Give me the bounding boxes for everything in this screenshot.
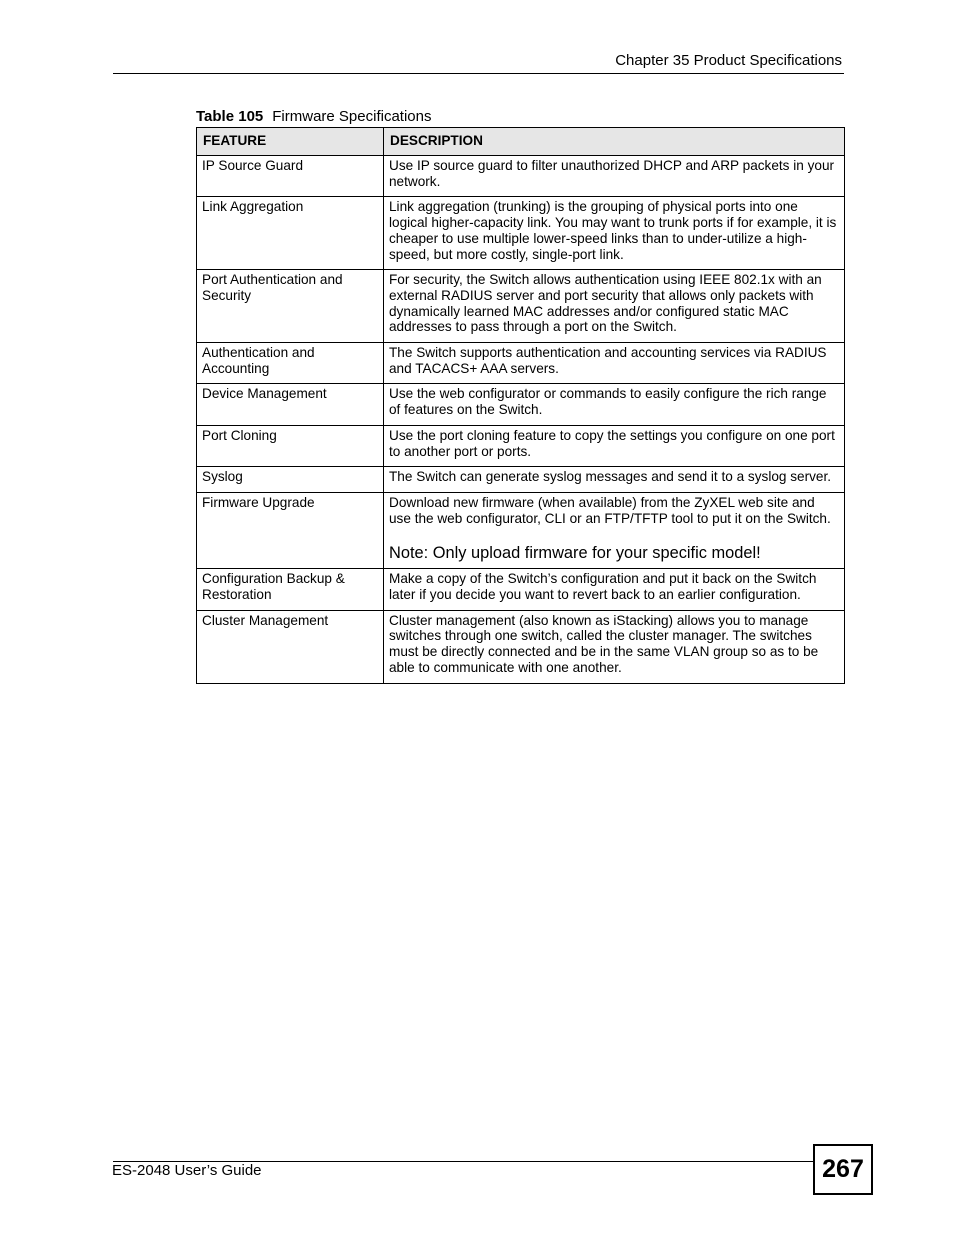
description-text: Download new firmware (when available) from the ZyXEL web site and use the web configurator, CLI or an FTP/TFTP tool to put it on the Switch. xyxy=(389,494,831,526)
table-row xyxy=(197,467,845,493)
feature-cell: Syslog xyxy=(197,467,384,493)
description-cell: Make a copy of the Switch’s configuration and put it back on the Switch later if you decide you want to revert back to an earlier configuration. xyxy=(384,569,845,610)
table-row xyxy=(197,343,845,384)
column-header-description: DESCRIPTION xyxy=(384,128,845,156)
table-row xyxy=(197,156,845,197)
description-cell xyxy=(384,492,845,568)
feature-cell: Authentication and Accounting xyxy=(197,343,384,384)
table-caption-title: Firmware Specifications xyxy=(272,108,432,125)
table-caption-number: Table 105 xyxy=(196,108,264,125)
table-row xyxy=(197,492,845,568)
description-cell: The Switch can generate syslog messages and send it to a syslog server. xyxy=(384,467,845,493)
description-cell: Use IP source guard to filter unauthorized DHCP and ARP packets in your network. xyxy=(384,156,845,197)
feature-cell: Port Cloning xyxy=(197,425,384,466)
description-cell: Use the port cloning feature to copy the settings you configure on one port to another port or ports. xyxy=(384,425,845,466)
guide-title: ES-2048 User’s Guide xyxy=(112,1162,262,1179)
description-cell: Use the web configurator or commands to easily configure the rich range of features on the Switch. xyxy=(384,384,845,425)
table-row xyxy=(197,270,845,343)
description-cell: The Switch supports authentication and accounting services via RADIUS and TACACS+ AAA servers. xyxy=(384,343,845,384)
header-divider xyxy=(113,73,844,74)
firmware-specifications-table xyxy=(196,127,845,684)
feature-cell: Device Management xyxy=(197,384,384,425)
page-number: 267 xyxy=(813,1144,873,1195)
feature-cell: IP Source Guard xyxy=(197,156,384,197)
feature-cell: Cluster Management xyxy=(197,610,384,683)
table-row xyxy=(197,610,845,683)
description-cell: Cluster management (also known as iStacking) allows you to manage switches through one switch, called the cluster manager. The switches must be directly connected and be in the same VLAN group so as to be able to communicate with one another. xyxy=(384,610,845,683)
table-row xyxy=(197,384,845,425)
table-caption xyxy=(196,107,431,126)
description-cell: For security, the Switch allows authentication using IEEE 802.1x with an external RADIUS server and port security that allows only packets with dynamically learned MAC addresses and/or configured static MAC addresses to pass through a port on the Switch. xyxy=(384,270,845,343)
table-row xyxy=(197,425,845,466)
chapter-header: Chapter 35 Product Specifications xyxy=(615,52,842,69)
feature-cell: Firmware Upgrade xyxy=(197,492,384,568)
column-header-feature: FEATURE xyxy=(197,128,384,156)
firmware-note: Note: Only upload firmware for your specific model! xyxy=(389,544,761,563)
table-header-row xyxy=(197,128,845,156)
feature-cell: Port Authentication and Security xyxy=(197,270,384,343)
feature-cell: Link Aggregation xyxy=(197,197,384,270)
feature-cell: Configuration Backup & Restoration xyxy=(197,569,384,610)
table-row xyxy=(197,569,845,610)
table-row xyxy=(197,197,845,270)
description-cell: Link aggregation (trunking) is the grouping of physical ports into one logical higher-capacity link. You may want to trunk ports if for example, it is cheaper to use multiple lower-speed links than to under-utilize a high-speed, but more costly, single-port link. xyxy=(384,197,845,270)
